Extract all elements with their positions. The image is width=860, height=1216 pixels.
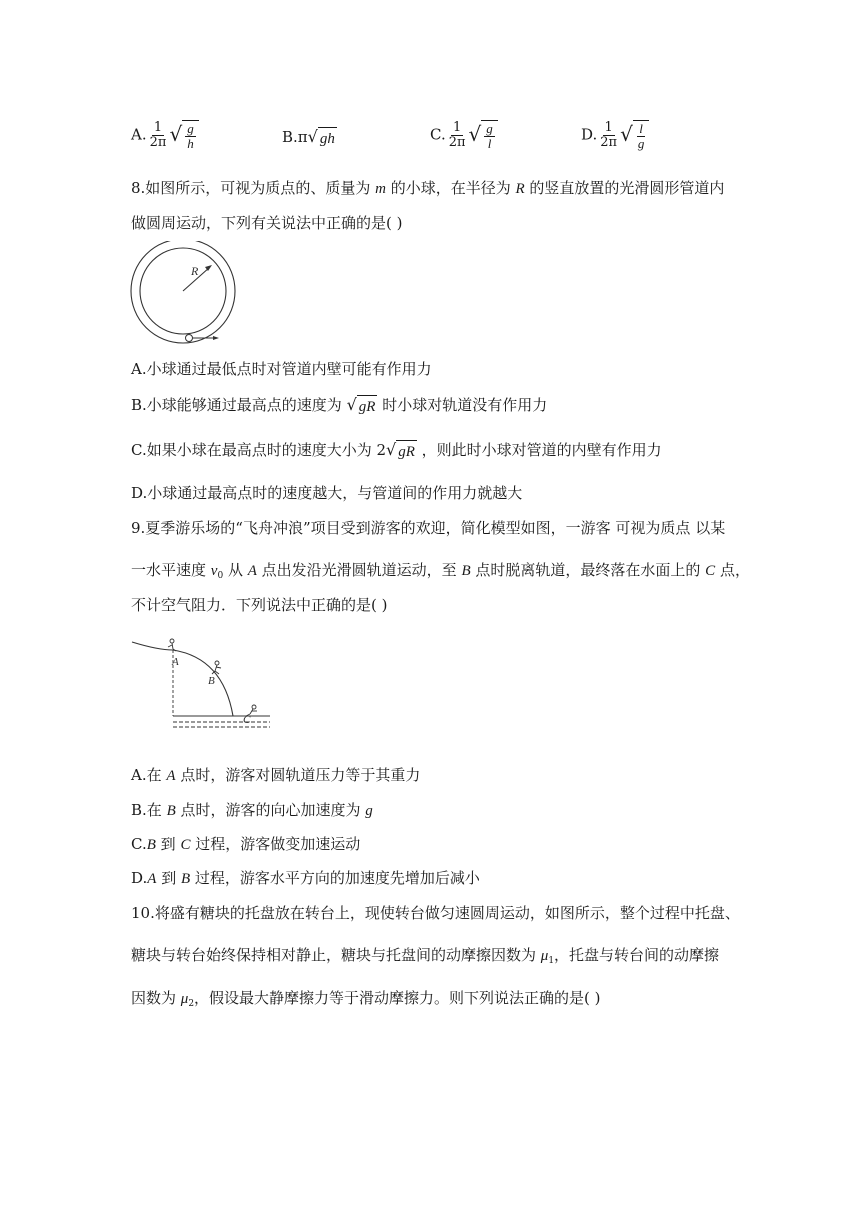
- fraction: [148, 121, 169, 150]
- fraction-numerator: 1: [452, 120, 462, 135]
- radical-denominator: l: [487, 136, 492, 151]
- q8-stem-line-2: 做圆周运动，下列有关说法中正确的是( ): [131, 214, 403, 232]
- q8-option-c[interactable]: C.如果小球在最高点时的速度大小为 2 √ gR ，则此时小球对管道的内壁有作用力: [131, 440, 662, 460]
- q9-option-a[interactable]: A.在 A 点时，游客对圆轨道压力等于其重力: [131, 766, 421, 784]
- fraction-denominator: 2π: [149, 135, 167, 150]
- q8-option-a[interactable]: A.小球通过最低点时对管道内壁可能有作用力: [131, 360, 432, 378]
- radical: √ $\frac{g}{h}$: [169, 120, 198, 151]
- fraction-denominator: 2π: [600, 135, 618, 150]
- point-c-label: C: [243, 714, 251, 726]
- radical: √ gR: [346, 395, 376, 415]
- q7-option-d[interactable]: [581, 120, 649, 151]
- radical: √ $\frac{l}{g}$: [620, 120, 649, 151]
- q9-stem-line-1: 9.夏季游乐场的“飞舟冲浪”项目受到游客的欢迎，简化模型如图，一游客 可视为质点 以某: [131, 519, 726, 537]
- q9-option-d[interactable]: D.A 到 B 过程，游客水平方向的加速度先增加后减小: [131, 869, 480, 887]
- q10-stem-line-3: 因数为 $\mu_2$，假设最大静摩擦力等于滑动摩擦力。则下列说法正确的是( ): [131, 989, 601, 1009]
- person-icon: [168, 639, 176, 651]
- fraction-denominator: 2π: [448, 135, 466, 150]
- option-label: C.: [430, 125, 446, 144]
- q8-stem-line-1: 8.如图所示，可视为质点的、质量为 m 的小球，在半径为 R 的竖直放置的光滑圆形管道内: [131, 179, 725, 197]
- point-b-label: B: [208, 675, 215, 687]
- q9-stem-line-3: 不计空气阻力．下列说法中正确的是( ): [131, 596, 388, 614]
- radical-numerator: g: [486, 121, 493, 136]
- q10-stem-line-2: 糖块与转台始终保持相对静止，糖块与托盘间的动摩擦因数为 $\mu_1$，托盘与转台间的动摩擦: [131, 946, 720, 966]
- radical: √ $\frac{g}{l}$: [469, 120, 498, 151]
- option-label: A.: [131, 125, 147, 144]
- radical-denominator: h: [187, 136, 194, 151]
- q7-option-a[interactable]: [131, 120, 199, 151]
- water-slide-figure: [128, 636, 276, 732]
- fraction: [598, 121, 619, 150]
- q9-option-c[interactable]: C.B 到 C 过程，游客做变加速运动: [131, 835, 361, 853]
- radius-label: R: [191, 264, 199, 278]
- circular-tube-figure: [128, 241, 240, 345]
- q8-option-d[interactable]: D.小球通过最高点时的速度越大，与管道间的作用力就越大: [131, 484, 523, 502]
- q9-stem-line-2: 一水平速度 $v_0$ 从 A 点出发沿光滑圆轨道运动，至 B 点时脱离轨道，最终落在水面上的 C 点，: [131, 561, 750, 581]
- q8-option-b[interactable]: B.小球能够通过最高点的速度为 √ gR 时小球对轨道没有作用力: [131, 395, 548, 415]
- radical-numerator: g: [187, 121, 194, 136]
- radical: √ gh: [307, 127, 335, 147]
- radical: √ gR: [386, 440, 415, 460]
- radical-body: gh: [318, 127, 337, 149]
- q7-option-c[interactable]: [430, 120, 498, 151]
- radical-numerator: l: [639, 121, 643, 136]
- fraction: [447, 121, 468, 150]
- fraction-numerator: 1: [604, 120, 613, 135]
- q10-stem-line-1: 10.将盛有糖块的托盘放在转台上，现使转台做匀速圆周运动，如图所示，整个过程中托盘、: [131, 904, 740, 922]
- point-a-label: A: [172, 656, 179, 668]
- q9-option-b[interactable]: B.在 B 点时，游客的向心加速度为 g: [131, 801, 373, 819]
- radical-denominator: g: [637, 136, 645, 151]
- option-label: D.: [581, 125, 598, 144]
- pi-symbol: π: [297, 128, 308, 146]
- option-label: B.: [282, 128, 298, 146]
- person-icon: [212, 661, 221, 674]
- q7-option-b[interactable]: [282, 127, 337, 149]
- fraction-numerator: 1: [153, 120, 163, 135]
